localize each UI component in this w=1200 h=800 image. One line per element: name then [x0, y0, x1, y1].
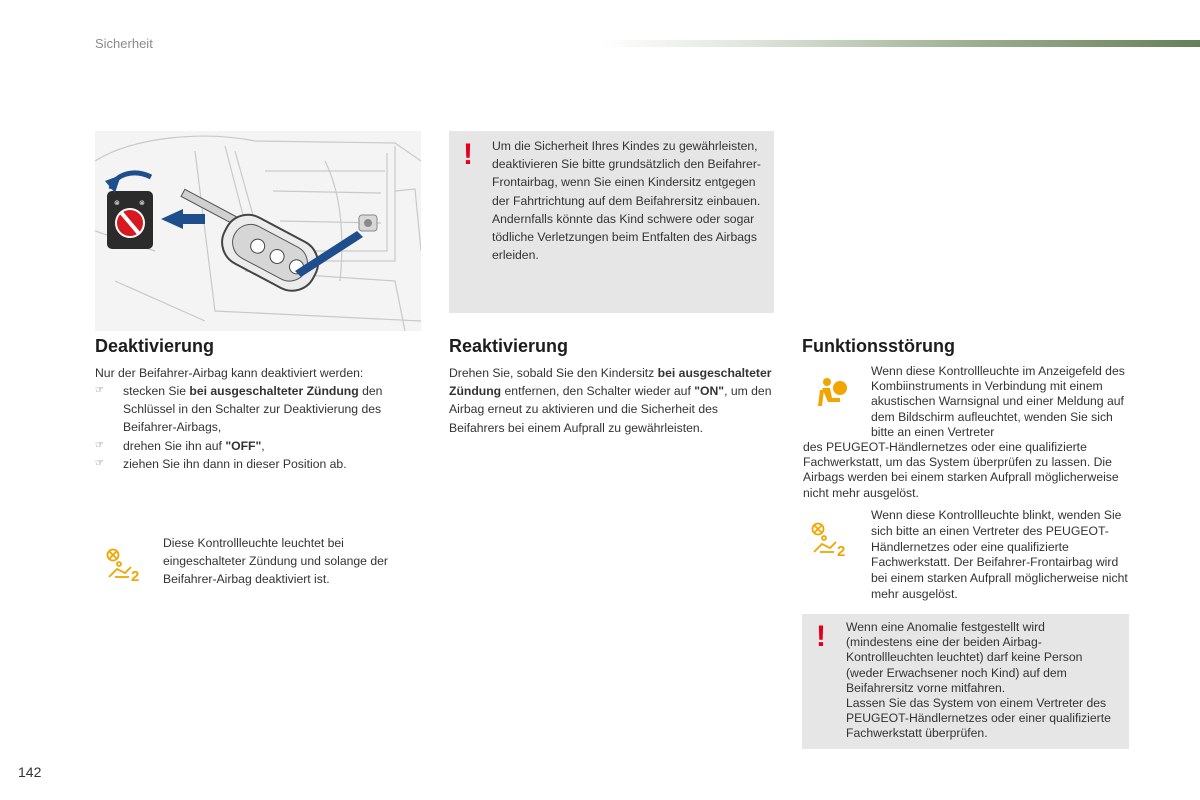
child-seat-warning-text: Um die Sicherheit Ihres Kindes zu gewährleisten, deaktivieren Sie bitte grundsätzlich den Beifahrer-Frontairbag, wenn Sie einen Kindersitz entgegen der Fahrtrichtung auf dem Beifahrersitz einbauen. Andernfalls könnte das Kind schwere oder sogar tödliche Verletzungen beim Entfalten des Airbags erleiden. — [492, 139, 761, 263]
hand-pointer-icon: ☞ — [95, 440, 104, 451]
airbag-off-description: Diese Kontrollleuchte leuchtet bei eingeschalteter Zündung und solange der Beifahrer-Airbag deaktiviert ist. — [163, 536, 388, 587]
fault-blink-text: Wenn diese Kontrollleuchte blinkt, wenden Sie sich bitte an einen Vertreter des PEUGEOT-Händlernetzes oder eine qualifizierte Fachwerkstatt. Der Beifahrer-Frontairbag wird bei einem starken Aufprall möglicherweise nicht mehr ausgelöst. — [871, 508, 1128, 601]
reakt-text-part: entfernen, den Schalter wieder auf — [501, 384, 695, 399]
heading-deaktivierung: Deaktivierung — [95, 336, 215, 356]
airbag-switch-illustration — [95, 131, 421, 331]
hand-pointer-icon: ☞ — [95, 385, 104, 396]
header-bar — [600, 40, 1200, 47]
bullet-text: , — [261, 439, 265, 453]
svg-text:⊗: ⊗ — [114, 200, 120, 207]
bullet-text: drehen Sie ihn auf — [123, 439, 226, 453]
exclamation-icon: ! — [463, 138, 473, 171]
heading-reaktivierung: Reaktivierung — [449, 336, 569, 356]
reakt-bold: "ON" — [694, 384, 725, 399]
heading-funktionsstoerung: Funktionsstörung — [802, 336, 955, 356]
bullet-bold: bei ausgeschalteter Zündung — [189, 384, 359, 398]
bullet-bold: "OFF" — [225, 439, 262, 453]
page-number: 142 — [18, 764, 42, 780]
anomaly-warning-text-2: Lassen Sie das System von einem Vertreter des PEUGEOT-Händlernetzes oder einer qualifizierte Fachwerkstatt überprüfen. — [846, 696, 1111, 741]
bullet-text: stecken Sie — [123, 384, 190, 398]
anomaly-warning-text — [846, 620, 1114, 742]
fault-steady-text — [803, 364, 1128, 501]
airbag-off-blink-icon — [808, 520, 852, 558]
child-seat-warning-box — [449, 131, 774, 313]
fault-steady-text-rest: des PEUGEOT-Händlernetzes oder eine qualifizierte Fachwerkstatt, um das System überprüfen zu lassen. Die Airbags werden bei einem starken Aufprall möglicherweise nicht mehr ausgelöst. — [803, 440, 1119, 500]
anomaly-warning-text-1: Wenn eine Anomalie festgestellt wird (mindestens eine der beiden Airbag-Kontrollleuchten leuchtet) darf keine Person (weder Erwachsener noch Kind) auf dem Beifahrersitz vorne mitfahren. — [846, 620, 1083, 695]
reakt-text-part: Drehen Sie, sobald Sie den Kindersitz — [449, 366, 658, 380]
anomaly-warning-box — [802, 614, 1129, 749]
hand-pointer-icon: ☞ — [95, 458, 104, 469]
fault-steady-text-indent: Wenn diese Kontrollleuchte im Anzeigefeld des Kombiinstruments in Verbindung mit einem akustischen Warnsignal und einer Meldung auf dem Bildschirm aufleuchtet, wenden Sie sich bitte an einen Vertreter — [871, 364, 1125, 439]
bullet-text: den Schlüssel in den Schalter zur Deaktivierung des Beifahrer-Airbags, — [123, 384, 383, 435]
bullet-text: ziehen Sie ihn dann in dieser Position ab. — [123, 457, 347, 471]
reakt-text-part: , um den Airbag erneut zu aktivieren und die Sicherheit des Beifahrers bei einem Aufprall zu gewährleisten. — [449, 384, 772, 435]
deaktivierung-intro: Nur der Beifahrer-Airbag kann deaktiviert werden: — [95, 366, 364, 380]
exclamation-icon: ! — [816, 620, 826, 653]
reaktivierung-text — [449, 364, 774, 437]
svg-text:2: 2 — [131, 568, 140, 583]
svg-text:2: 2 — [837, 543, 846, 558]
section-title: Sicherheit — [95, 36, 153, 51]
svg-text:⊗: ⊗ — [139, 200, 145, 207]
airbag-off-icon — [105, 547, 145, 583]
reakt-bold: bei ausgeschalteter Zündung — [449, 366, 772, 399]
